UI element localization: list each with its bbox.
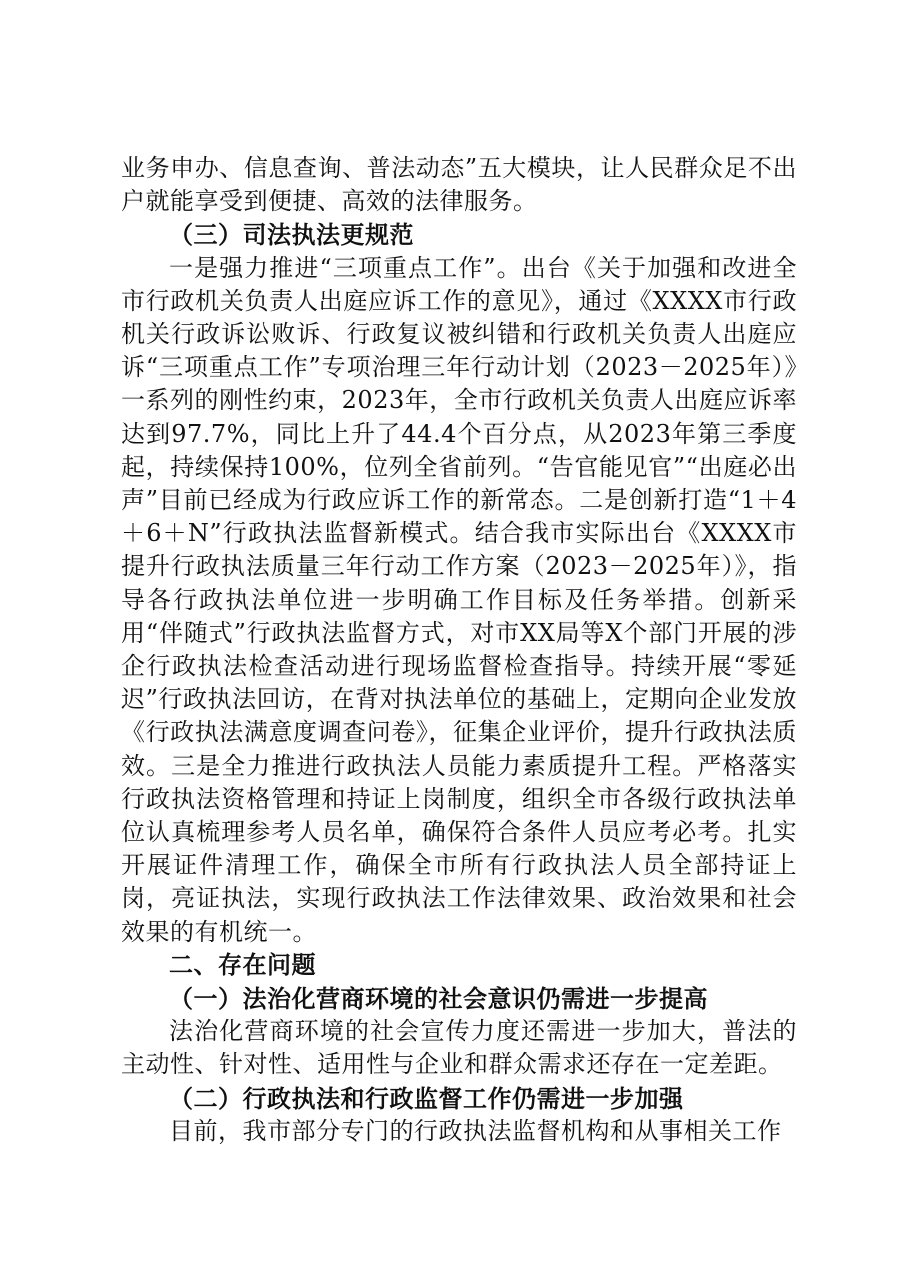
document-body: [121, 152, 797, 1148]
section-subheading-1: （一）法治化营商环境的社会意识仍需进一步提高: [169, 984, 708, 1014]
section-subheading-2: （二）行政执法和行政监督工作仍需进一步加强: [169, 1083, 684, 1113]
paragraph-enforcement-supervision: 目前，我市部分专门的行政执法监督机构和从事相关工作: [169, 1116, 782, 1145]
paragraph-continued: 业务申办、信息查询、普法动态”五大模块，让人民群众足不出户就能享受到便捷、高效的法律服务。: [121, 154, 797, 216]
paragraph-social-awareness: 法治化营商环境的社会宣传力度还需进一步加大，普法的主动性、针对性、适用性与企业和群众需求还存在一定差距。: [121, 1017, 797, 1079]
paragraph-judicial-enforcement: 一是强力推进“三项重点工作”。出台《关于加强和改进全市行政机关负责人出庭应诉工作的意见》，通过《XXXX市行政机关行政诉讼败诉、行政复议被纠错和行政机关负责人出庭应诉“三项重点工作”专项治理三年行动计划（2023－2025年）》一系列的刚性约束，2023年，全市行政机关负责人出庭应诉率达到97.7%，同比上升了44.4个百分点，从2023年第三季度起，持续保持100%，位列全省前列。“告官能见官”“出庭必出声”目前已经成为行政应诉工作的新常态。二是创新打造“1＋4＋6＋N”行政执法监督新模式。结合我市实际出台《XXXX市提升行政执法质量三年行动工作方案（2023－2025年）》，指导各行政执法单位进一步明确工作目标及任务举措。创新采用“伴随式”行政执法监督方式，对市XX局等X个部门开展的涉企行政执法检查活动进行现场监督检查指导。持续开展“零延迟”行政执法回访，在背对执法单位的基础上，定期向企业发放《行政执法满意度调查问卷》，征集企业评价，提升行政执法质效。三是全力推进行政执法人员能力素质提升工程。严格落实行政执法资格管理和持证上岗制度，组织全市各级行政执法单位认真梳理参考人员名单，确保符合条件人员应考必考。扎实开展证件清理工作，确保全市所有行政执法人员全部持证上岗，亮证执法，实现行政执法工作法律效果、政治效果和社会效果的有机统一。: [121, 253, 797, 946]
section-subheading-3: （三）司法执法更规范: [169, 220, 414, 250]
section-heading-problems: 二、存在问题: [169, 950, 316, 979]
